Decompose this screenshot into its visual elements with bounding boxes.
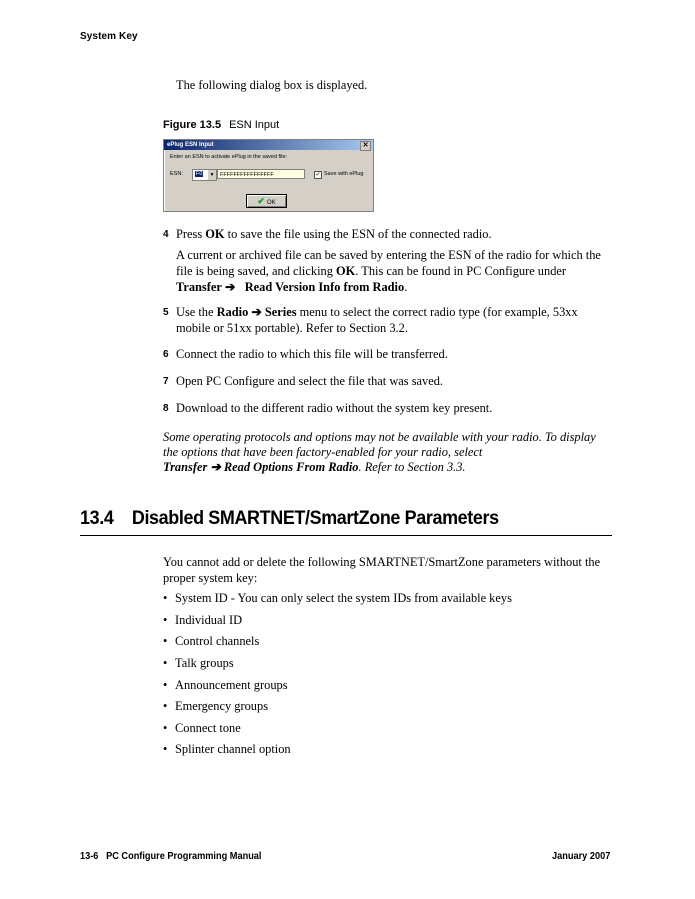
step-number: 5 [163,307,169,318]
note-part: . This can be found in PC Configure under [355,264,567,278]
close-icon[interactable]: ✕ [360,141,371,151]
section-intro [163,554,613,586]
step-number: 8 [163,403,169,414]
menu-path-part: Radio [216,305,249,319]
page-number: 13-6 [80,851,99,862]
bullet-text: Emergency groups [175,699,269,713]
bullet-text: Announcement groups [175,678,288,692]
bullet-item: • Announcement groups [163,678,288,692]
bullet-text: Individual ID [175,613,243,627]
bullet-text: System ID - You can only select the system IDs from available keys [175,591,512,605]
note-bold: OK [336,264,356,278]
note-line: the options that have been factory-enabled for your radio, select [163,445,483,459]
note-line [176,263,616,279]
step-text: Connect the radio to which this file will be transferred. [176,347,448,361]
manual-title: PC Configure Programming Manual [106,851,262,862]
step-text: Open PC Configure and select the file that was saved. [176,374,444,388]
bullet-item: • System ID - You can only select the system IDs from available keys [163,591,512,605]
step-text-part: Use the [176,305,217,319]
arrow-icon: ➔ [210,460,221,474]
bullet-item: • Talk groups [163,656,234,670]
save-with-eplug-label: Save with ePlug [324,171,364,177]
bullet-text: Splinter channel option [175,742,291,756]
menu-path-part: Read Options From Radio [223,460,359,474]
bullet-item: • Control channels [163,634,260,648]
ok-button-label: OK [266,200,276,206]
bullet-item: • Individual ID [163,613,243,627]
dialog-title-bar [164,140,373,150]
figure-caption [163,119,279,131]
step-text [176,304,616,336]
footer-date: January 2007 [552,851,611,862]
esn-input[interactable]: FFFFFFFFFFFFFFFF [217,169,305,179]
note-line [163,460,623,475]
note-line: Some operating protocols and options may not be available with your radio. To display [163,430,596,444]
menu-path-part: Transfer [176,280,222,294]
dialog-prompt: Enter an ESN to activate ePlug in the saved file: [170,154,288,160]
esn-label: ESN: [170,171,183,177]
step-note [176,247,616,295]
figure-title: ESN Input [229,119,280,131]
footer-left [80,851,261,862]
step-number: 7 [163,376,169,387]
esn-prefix-value: F0 [196,171,203,177]
step-text-part: to save the file using the ESN of the connected radio. [224,227,492,241]
section-heading [80,507,499,530]
esn-input-dialog [163,139,374,212]
chevron-down-icon[interactable]: ▼ [209,172,215,178]
note-line [176,279,616,295]
step-line: mobile or 51xx portable). Refer to Section 3.2. [176,321,408,335]
bullet-text: Control channels [175,634,260,648]
note-part: file is being saved, and clicking [176,264,337,278]
bullet-text: Talk groups [175,656,234,670]
menu-path-part: Read Version Info from Radio [244,280,405,294]
step-text-part: menu to select the correct radio type (for example, 53xx [296,305,578,319]
step-text-bold: OK [205,227,225,241]
arrow-icon: ➔ [251,305,262,319]
section-rule [80,535,612,536]
esn-prefix-select[interactable] [192,169,217,181]
save-with-eplug-checkbox[interactable]: ✓ [315,172,321,178]
intro-line: proper system key: [163,571,258,585]
note-part: . [404,280,408,294]
intro-text: The following dialog box is displayed. [176,78,368,92]
section-title: Disabled SMARTNET/SmartZone Parameters [131,507,499,529]
menu-path-part: Transfer [163,460,208,474]
step-text: Download to the different radio without the system key present. [176,401,493,415]
section-number: 13.4 [80,507,114,529]
options-note [163,430,623,475]
bullet-item: • Splinter channel option [163,742,291,756]
note-line: A current or archived file can be saved by entering the ESN of the radio for which the [176,248,601,262]
ok-button[interactable] [246,194,287,208]
step-text-part: Press [176,227,206,241]
menu-path-part: Series [264,305,297,319]
running-header: System Key [80,31,138,42]
bullet-item: • Emergency groups [163,699,269,713]
bullet-text: Connect tone [175,721,241,735]
bullet-item: • Connect tone [163,721,241,735]
note-part: . Refer to Section 3.3. [358,460,466,474]
intro-line: You cannot add or delete the following SMARTNET/SmartZone parameters without the [163,555,601,569]
step-number: 6 [163,349,169,360]
arrow-icon: ➔ [225,280,236,294]
checkmark-icon: ✔ [257,196,265,206]
step-number: 4 [163,229,169,240]
figure-label: Figure 13.5 [163,119,222,131]
step-text [176,226,492,242]
step-line [176,304,616,320]
dialog-title: ePlug ESN Input [167,142,214,148]
